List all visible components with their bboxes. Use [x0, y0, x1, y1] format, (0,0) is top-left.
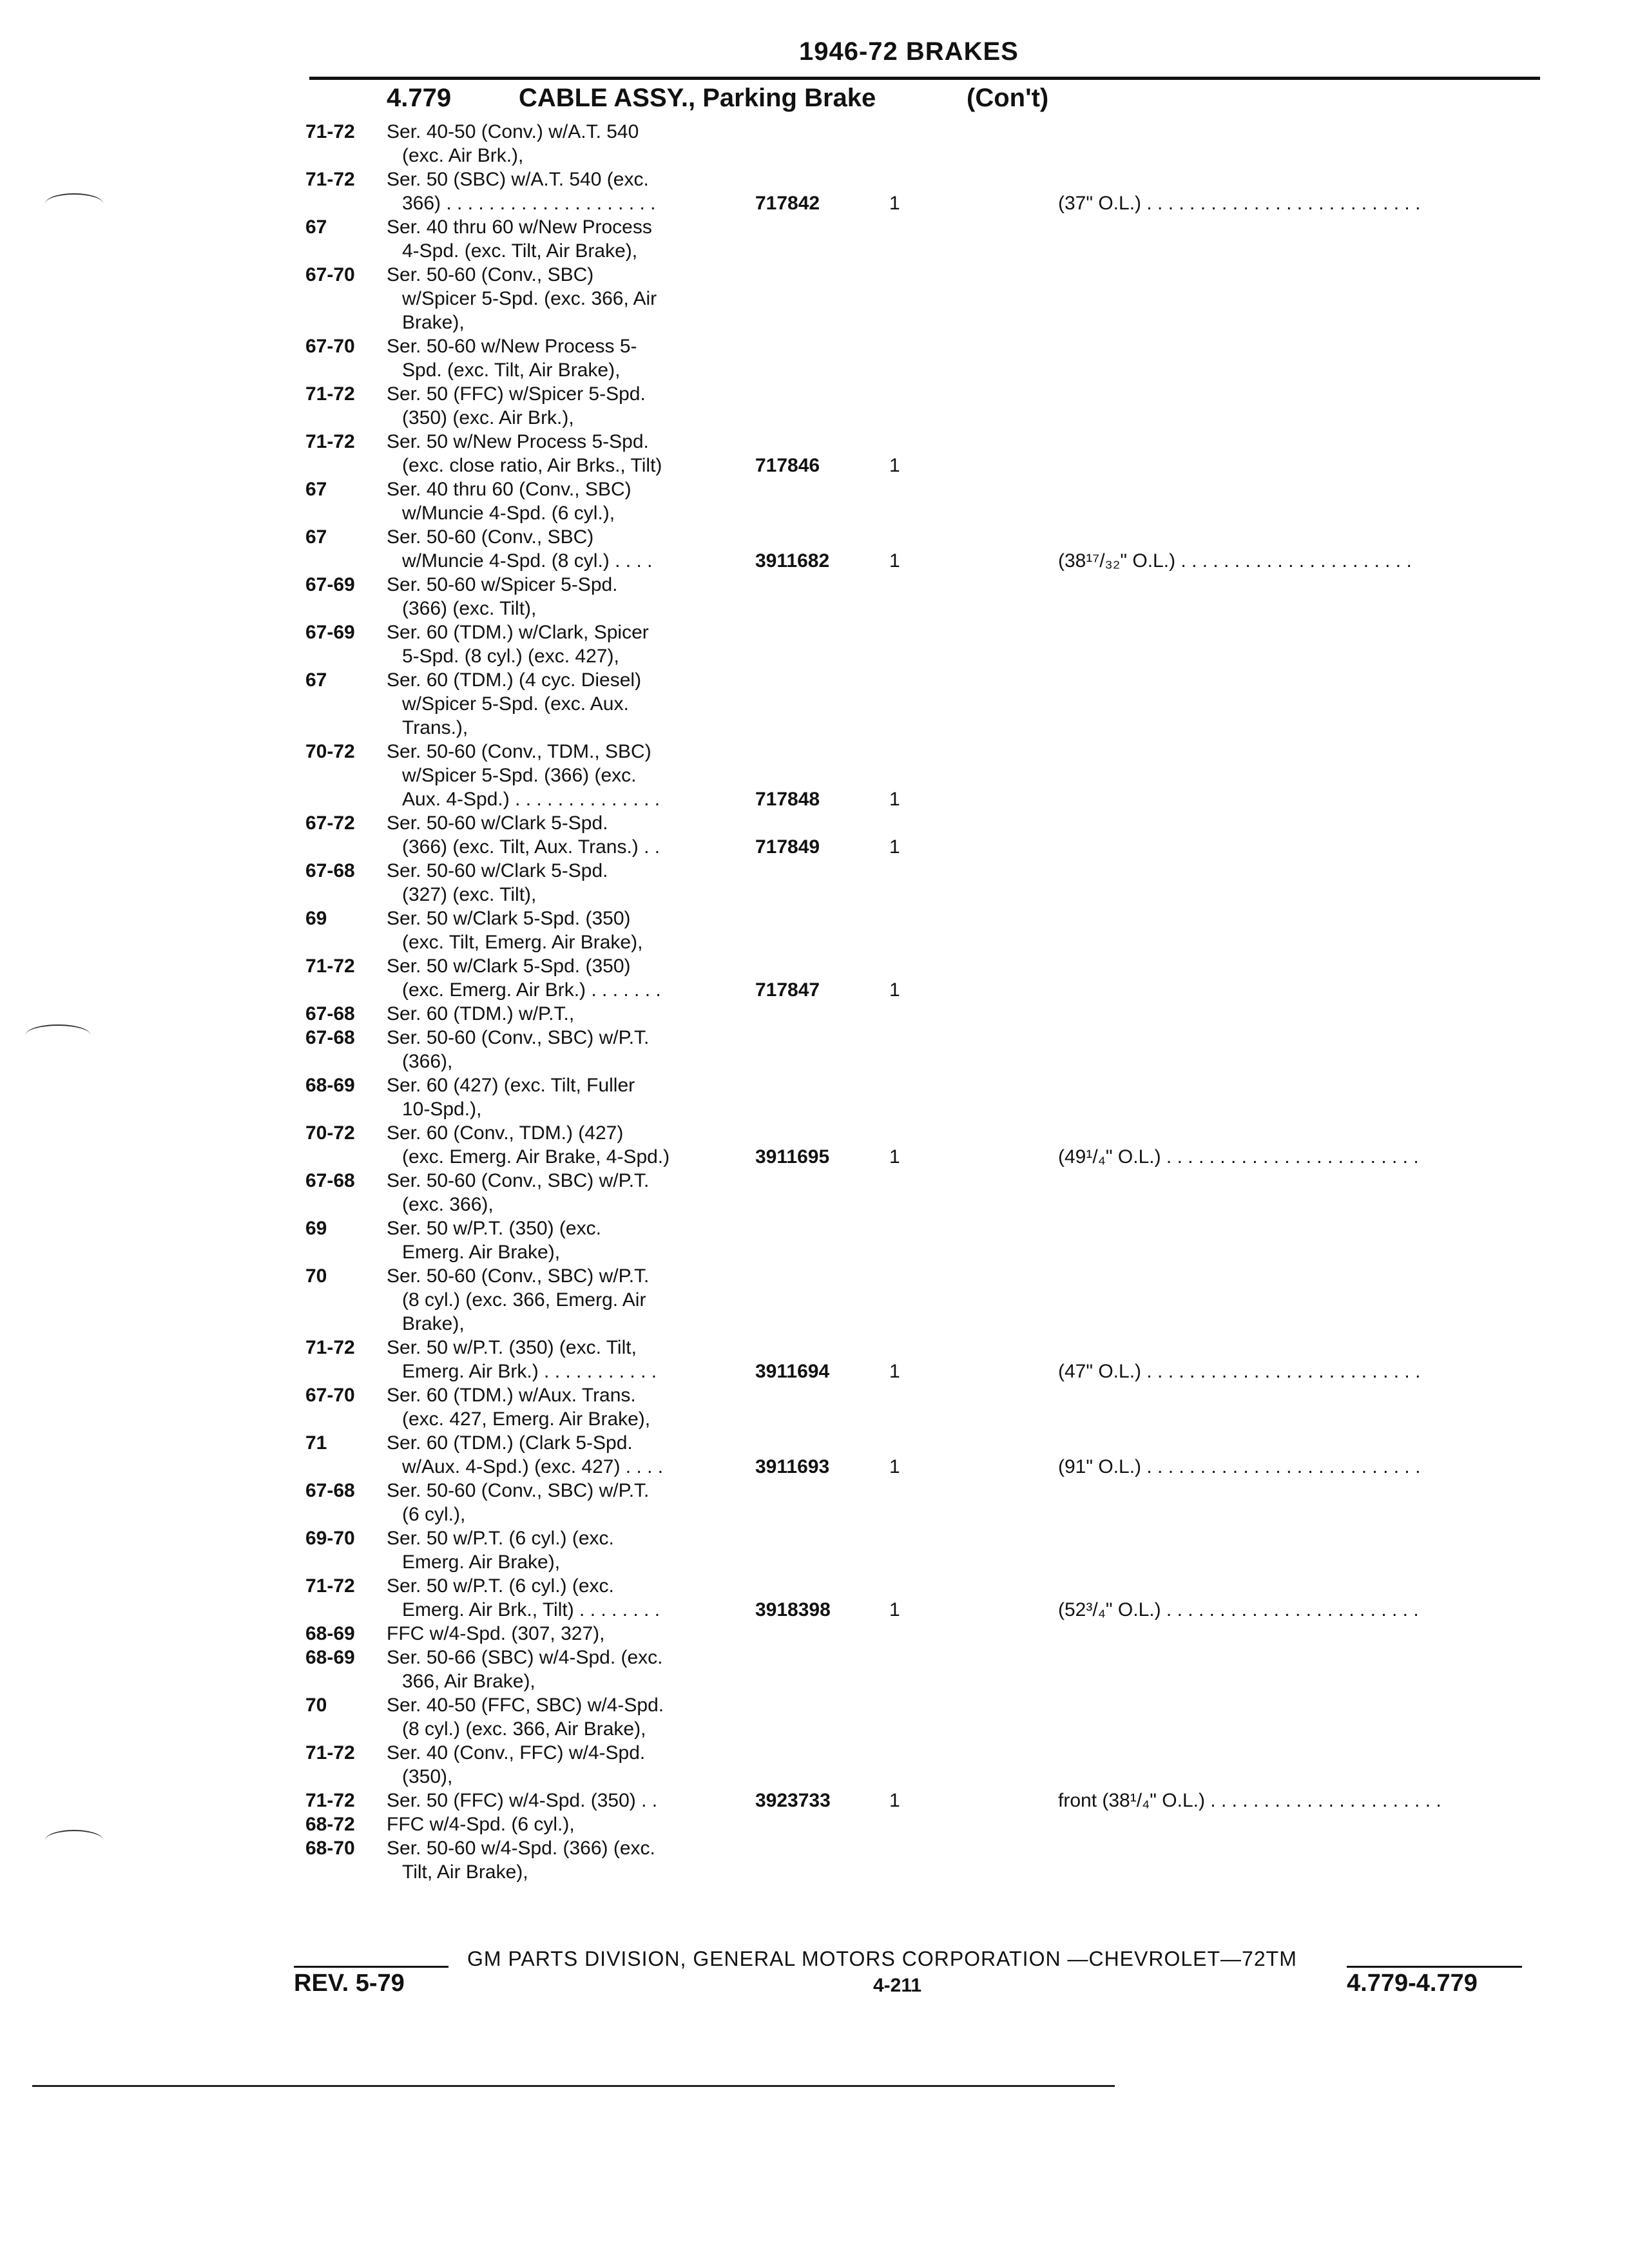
list-item [0, 1646, 1629, 1669]
length-note: (52³/₄" O.L.) . . . . . . . . . . . . . . . . . . . . . . . . [1058, 1599, 1419, 1620]
length-note: (47" O.L.) . . . . . . . . . . . . . . . . . . . . . . . . . . [1058, 1361, 1421, 1382]
model-years: 69 [305, 1218, 327, 1239]
list-item [0, 668, 1629, 692]
description: w/Muncie 4-Spd. (8 cyl.) . . . . [402, 550, 653, 572]
list-item [0, 1717, 1629, 1741]
scan-mark [45, 193, 103, 214]
list-item [0, 859, 1629, 883]
list-item [0, 430, 1629, 454]
description: (6 cyl.), [402, 1504, 466, 1525]
description: Brake), [402, 312, 465, 333]
description: 366, Air Brake), [402, 1671, 535, 1692]
description: (8 cyl.) (exc. 366, Emerg. Air [402, 1289, 646, 1311]
quantity: 1 [889, 550, 900, 572]
model-years: 67-68 [305, 860, 355, 881]
footer-rule-left [294, 1966, 448, 1968]
list-item [0, 1240, 1629, 1264]
section-range: 4.779-4.779 [1347, 1970, 1478, 1997]
description: Ser. 60 (TDM.) w/Aux. Trans. [387, 1385, 636, 1406]
description: w/Aux. 4-Spd.) (exc. 427) . . . . [402, 1456, 664, 1477]
description: Ser. 50-60 w/Clark 5-Spd. [387, 812, 608, 834]
list-item [0, 1288, 1629, 1312]
quantity: 1 [889, 455, 900, 476]
part-number: 3911694 [755, 1361, 830, 1382]
part-number: 3911693 [755, 1456, 830, 1477]
model-years: 68-69 [305, 1647, 355, 1668]
part-number: 717846 [755, 455, 820, 476]
list-item [0, 573, 1629, 597]
description: (8 cyl.) (exc. 366, Air Brake), [402, 1718, 646, 1740]
footer-rule-right [1347, 1966, 1522, 1968]
part-number: 717849 [755, 836, 820, 858]
list-item [0, 358, 1629, 382]
description: Ser. 50-60 (Conv., TDM., SBC) [387, 741, 651, 762]
list-item [0, 1503, 1629, 1526]
list-item [0, 1026, 1629, 1050]
list-item [0, 144, 1629, 168]
description: (366), [402, 1051, 453, 1072]
description: Ser. 60 (TDM.) w/Clark, Spicer [387, 622, 649, 643]
description: Ser. 60 (TDM.) (Clark 5-Spd. [387, 1432, 633, 1454]
list-item [0, 1097, 1629, 1121]
description: (350) (exc. Air Brk.), [402, 407, 574, 428]
model-years: 67-68 [305, 1170, 355, 1191]
list-item [0, 644, 1629, 668]
quantity: 1 [889, 836, 900, 858]
list-item [0, 1455, 1629, 1479]
list-item [0, 1312, 1629, 1336]
page-number: 4-211 [873, 1975, 922, 1996]
description: Ser. 60 (Conv., TDM.) (427) [387, 1122, 624, 1144]
model-years: 68-69 [305, 1623, 355, 1644]
description: Ser. 50 w/P.T. (6 cyl.) (exc. [387, 1528, 614, 1549]
revision-label: REV. 5-79 [294, 1970, 405, 1997]
description: Ser. 60 (TDM.) w/P.T., [387, 1003, 575, 1024]
list-item [0, 168, 1629, 191]
model-years: 71-72 [305, 383, 355, 405]
scan-mark [45, 1830, 103, 1850]
description: Ser. 50 w/Clark 5-Spd. (350) [387, 908, 631, 929]
part-number: 717842 [755, 193, 820, 214]
model-years: 67-70 [305, 336, 355, 357]
description: (exc. 366), [402, 1194, 494, 1215]
part-number: 3918398 [755, 1599, 831, 1620]
list-item [0, 1526, 1629, 1550]
model-years: 67-68 [305, 1027, 355, 1048]
description: Ser. 50 w/P.T. (350) (exc. [387, 1218, 601, 1239]
list-item [0, 1812, 1629, 1836]
list-item [0, 263, 1629, 287]
model-years: 67-68 [305, 1003, 355, 1024]
list-item [0, 1407, 1629, 1431]
quantity: 1 [889, 1456, 900, 1477]
model-years: 70-72 [305, 1122, 355, 1144]
model-years: 67 [305, 479, 327, 500]
list-item [0, 239, 1629, 263]
description: Ser. 50-66 (SBC) w/4-Spd. (exc. [387, 1647, 663, 1668]
list-item [0, 1860, 1629, 1884]
model-years: 67-69 [305, 622, 355, 643]
model-years: 71 [305, 1432, 327, 1454]
description: (366) (exc. Tilt, Aux. Trans.) . . [402, 836, 660, 858]
list-item [0, 1050, 1629, 1073]
list-item [0, 1193, 1629, 1216]
list-item [0, 716, 1629, 740]
list-item [0, 1360, 1629, 1383]
model-years: 71-72 [305, 1575, 355, 1597]
description: (350), [402, 1766, 453, 1787]
model-years: 71-72 [305, 1337, 355, 1358]
model-years: 71-72 [305, 956, 355, 977]
model-years: 71-72 [305, 431, 355, 452]
list-item [0, 311, 1629, 334]
list-item [0, 1550, 1629, 1574]
list-item [0, 692, 1629, 716]
list-item [0, 1431, 1629, 1455]
model-years: 67 [305, 216, 327, 238]
section-continued: (Con't) [967, 84, 1049, 112]
description: (366) (exc. Tilt), [402, 598, 537, 619]
description: (327) (exc. Tilt), [402, 884, 537, 905]
list-item [0, 978, 1629, 1002]
description: Ser. 50-60 (Conv., SBC) w/P.T. [387, 1170, 650, 1191]
description: Emerg. Air Brake), [402, 1552, 561, 1573]
page-header-title: 1946-72 BRAKES [799, 37, 1019, 66]
description: Ser. 40 (Conv., FFC) w/4-Spd. [387, 1742, 646, 1763]
part-number: 3911682 [755, 550, 830, 572]
model-years: 69-70 [305, 1528, 355, 1549]
list-item [0, 883, 1629, 907]
list-item [0, 120, 1629, 144]
description: Spd. (exc. Tilt, Air Brake), [402, 360, 621, 381]
list-item [0, 1264, 1629, 1288]
description: Ser. 40-50 (Conv.) w/A.T. 540 [387, 121, 639, 142]
list-item [0, 1574, 1629, 1598]
description: (exc. Air Brk.), [402, 145, 524, 166]
description: Ser. 50 (FFC) w/Spicer 5-Spd. [387, 383, 646, 405]
description: Ser. 50 w/P.T. (350) (exc. Tilt, [387, 1337, 637, 1358]
list-item [0, 787, 1629, 811]
list-item [0, 597, 1629, 620]
description: Ser. 50-60 (Conv., SBC) [387, 526, 594, 548]
length-note: (49¹/₄" O.L.) . . . . . . . . . . . . . . . . . . . . . . . . [1058, 1146, 1419, 1168]
quantity: 1 [889, 1361, 900, 1382]
part-number: 717848 [755, 789, 820, 810]
description: 10-Spd.), [402, 1099, 482, 1120]
description: Ser. 50-60 (Conv., SBC) w/P.T. [387, 1265, 650, 1287]
list-item [0, 1669, 1629, 1693]
list-item [0, 454, 1629, 477]
description: w/Spicer 5-Spd. (exc. Aux. [402, 693, 629, 715]
list-item [0, 1169, 1629, 1193]
description: Ser. 60 (427) (exc. Tilt, Fuller [387, 1075, 635, 1096]
section-title: CABLE ASSY., Parking Brake [519, 84, 876, 112]
model-years: 67-72 [305, 812, 355, 834]
list-item [0, 1836, 1629, 1860]
description: w/Spicer 5-Spd. (exc. 366, Air [402, 288, 657, 309]
model-years: 71-72 [305, 1742, 355, 1763]
list-item [0, 1336, 1629, 1360]
description: Ser. 40 thru 60 (Conv., SBC) [387, 479, 631, 500]
list-item [0, 525, 1629, 549]
description: Ser. 40-50 (FFC, SBC) w/4-Spd. [387, 1695, 664, 1716]
quantity: 1 [889, 1790, 900, 1811]
description: (exc. close ratio, Air Brks., Tilt) [402, 455, 662, 476]
description: Ser. 50-60 (Conv., SBC) w/P.T. [387, 1480, 650, 1501]
list-item [0, 930, 1629, 954]
description: (exc. Emerg. Air Brake, 4-Spd.) [402, 1146, 670, 1168]
description: (exc. Emerg. Air Brk.) . . . . . . . [402, 979, 661, 1001]
model-years: 70-72 [305, 741, 355, 762]
list-item [0, 1765, 1629, 1789]
list-item [0, 620, 1629, 644]
list-item [0, 764, 1629, 787]
model-years: 71-72 [305, 169, 355, 190]
model-years: 67-68 [305, 1480, 355, 1501]
list-item [0, 1121, 1629, 1145]
model-years: 68-69 [305, 1075, 355, 1096]
list-item [0, 1479, 1629, 1503]
description: Aux. 4-Spd.) . . . . . . . . . . . . . . [402, 789, 660, 810]
description: Ser. 50-60 w/4-Spd. (366) (exc. [387, 1838, 655, 1859]
model-years: 67-70 [305, 264, 355, 285]
list-item [0, 740, 1629, 764]
description: Tilt, Air Brake), [402, 1861, 528, 1883]
list-item [0, 1216, 1629, 1240]
description: 366) . . . . . . . . . . . . . . . . . . . . [402, 193, 656, 214]
list-item [0, 835, 1629, 859]
length-note: (37" O.L.) . . . . . . . . . . . . . . . . . . . . . . . . . . [1058, 193, 1421, 214]
description: Trans.), [402, 717, 468, 738]
description: Brake), [402, 1313, 465, 1334]
description: Ser. 60 (TDM.) (4 cyc. Diesel) [387, 669, 642, 691]
list-item [0, 382, 1629, 406]
description: Ser. 50-60 w/Clark 5-Spd. [387, 860, 608, 881]
list-item [0, 1741, 1629, 1765]
description: Ser. 50 w/Clark 5-Spd. (350) [387, 956, 631, 977]
list-item [0, 191, 1629, 215]
model-years: 67 [305, 669, 327, 691]
list-item [0, 1693, 1629, 1717]
description: Emerg. Air Brake), [402, 1242, 561, 1263]
part-number: 3911695 [755, 1146, 830, 1168]
description: FFC w/4-Spd. (307, 327), [387, 1623, 605, 1644]
parts-list [0, 120, 1629, 1884]
quantity: 1 [889, 193, 900, 214]
description: w/Muncie 4-Spd. (6 cyl.), [402, 503, 615, 524]
quantity: 1 [889, 1146, 900, 1168]
description: Ser. 40 thru 60 w/New Process [387, 216, 652, 238]
list-item [0, 1598, 1629, 1622]
footer-division: GM PARTS DIVISION, GENERAL MOTORS CORPORATION —CHEVROLET—72TM [467, 1947, 1297, 1970]
list-item [0, 215, 1629, 239]
part-number: 3923733 [755, 1790, 831, 1811]
description: w/Spicer 5-Spd. (366) (exc. [402, 765, 637, 786]
description: Ser. 50-60 (Conv., SBC) w/P.T. [387, 1027, 650, 1048]
header-rule [309, 77, 1540, 80]
model-years: 71-72 [305, 121, 355, 142]
part-number: 717847 [755, 979, 820, 1001]
length-note: (91" O.L.) . . . . . . . . . . . . . . . . . . . . . . . . . . [1058, 1456, 1421, 1477]
list-item [0, 334, 1629, 358]
list-item [0, 811, 1629, 835]
list-item [0, 287, 1629, 311]
description: (exc. 427, Emerg. Air Brake), [402, 1408, 651, 1430]
list-item [0, 1789, 1629, 1812]
description: Ser. 50 (SBC) w/A.T. 540 (exc. [387, 169, 649, 190]
description: Ser. 50-60 w/Spicer 5-Spd. [387, 574, 618, 595]
model-years: 70 [305, 1695, 327, 1716]
model-years: 67-70 [305, 1385, 355, 1406]
section-number: 4.779 [387, 84, 452, 112]
model-years: 69 [305, 908, 327, 929]
list-item [0, 549, 1629, 573]
description: (exc. Tilt, Emerg. Air Brake), [402, 932, 643, 953]
description: Ser. 50-60 (Conv., SBC) [387, 264, 594, 285]
list-item [0, 907, 1629, 930]
description: Ser. 50 w/New Process 5-Spd. [387, 431, 649, 452]
description: Ser. 50-60 w/New Process 5- [387, 336, 637, 357]
description: Emerg. Air Brk., Tilt) . . . . . . . . [402, 1599, 660, 1620]
description: Ser. 50 (FFC) w/4-Spd. (350) . . [387, 1790, 658, 1811]
model-years: 68-70 [305, 1838, 355, 1859]
scan-edge-line [32, 2085, 1115, 2087]
model-years: 70 [305, 1265, 327, 1287]
length-note: front (38¹/₄" O.L.) . . . . . . . . . . . . . . . . . . . . . . [1058, 1790, 1441, 1811]
list-item [0, 477, 1629, 501]
list-item [0, 1622, 1629, 1646]
model-years: 68-72 [305, 1814, 355, 1835]
model-years: 71-72 [305, 1790, 355, 1811]
list-item [0, 406, 1629, 430]
list-item [0, 954, 1629, 978]
description: Emerg. Air Brk.) . . . . . . . . . . . [402, 1361, 657, 1382]
description: 4-Spd. (exc. Tilt, Air Brake), [402, 240, 638, 262]
list-item [0, 1002, 1629, 1026]
description: FFC w/4-Spd. (6 cyl.), [387, 1814, 575, 1835]
quantity: 1 [889, 789, 900, 810]
quantity: 1 [889, 979, 900, 1001]
length-note: (38¹⁷/₃₂" O.L.) . . . . . . . . . . . . . . . . . . . . . . [1058, 550, 1412, 572]
scan-mark [26, 1024, 90, 1045]
model-years: 67-69 [305, 574, 355, 595]
model-years: 67 [305, 526, 327, 548]
description: Ser. 50 w/P.T. (6 cyl.) (exc. [387, 1575, 614, 1597]
list-item [0, 501, 1629, 525]
quantity: 1 [889, 1599, 900, 1620]
list-item [0, 1383, 1629, 1407]
list-item [0, 1073, 1629, 1097]
description: 5-Spd. (8 cyl.) (exc. 427), [402, 646, 619, 667]
list-item [0, 1145, 1629, 1169]
